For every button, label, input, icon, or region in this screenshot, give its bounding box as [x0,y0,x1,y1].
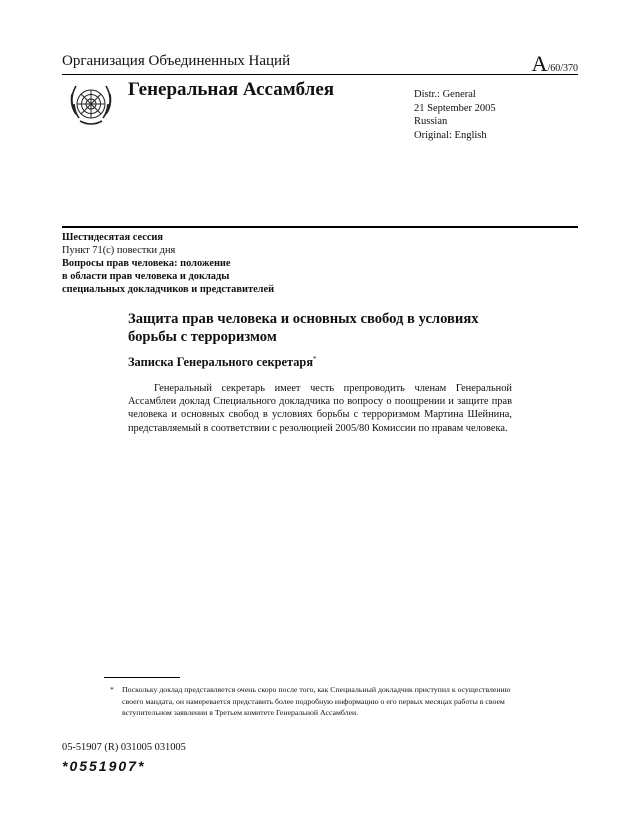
footnote-text: Поскольку доклад представляется очень скоро после того, как Специальный докладчик приступил к осуществлению своего мандата, он намеревается представить более подробную информацию о его первых месяцах работы в своем вступительном заявлении в Третьем комитете Генеральной Ассамблеи. [122,685,511,717]
subtitle-footnote-mark: * [313,355,317,363]
distribution-type: Distr.: General [414,89,476,100]
barcode-text: *0551907* [62,758,146,774]
subtitle-text: Записка Генерального секретаря [128,355,314,370]
job-number: 05-51907 (R) 031005 031005 [62,742,186,753]
agenda-item: Пункт 71(c) повестки дня [62,245,176,256]
body-paragraph: Генеральный секретарь имеет честь препроводить членам Генеральной Ассамблеи доклад Специального докладчика по вопросу о поощрении и защите прав человека и основных свобод в условиях борьбы с терроризмом Мартина Шейнина, представляемый в соответствии с резолюцией 2005/80 Комиссии по правам человека. [128,383,512,434]
agenda-topic-line: Вопросы прав человека: положение [62,258,231,269]
symbol-letter: A [531,51,548,76]
body-name: Генеральная Ассамблея [128,79,335,100]
footnote [110,684,514,719]
distribution-language: Russian [414,116,448,127]
document-subtitle [128,355,317,370]
document-title: Защита прав человека и основных свобод в условиях борьбы с терроризмом [128,311,479,345]
organization-name: Организация Объединенных Наций [62,53,291,69]
symbol-number: /60/370 [547,63,578,74]
distribution-block [414,88,496,142]
agenda-block [62,231,274,296]
original-language: Original: English [414,129,487,141]
agenda-rule [62,226,578,228]
session-label: Шестидесятая сессия [62,232,164,243]
distribution-date: 21 September 2005 [414,102,496,114]
header-rule [62,74,578,75]
un-emblem-icon [66,80,116,130]
body-paragraph-block [128,382,512,435]
agenda-topic-line: в области прав человека и доклады [62,271,230,282]
footnote-rule [104,677,180,678]
footnote-mark: * [110,685,114,694]
agenda-topic-line: специальных докладчиков и представителей [62,284,275,295]
